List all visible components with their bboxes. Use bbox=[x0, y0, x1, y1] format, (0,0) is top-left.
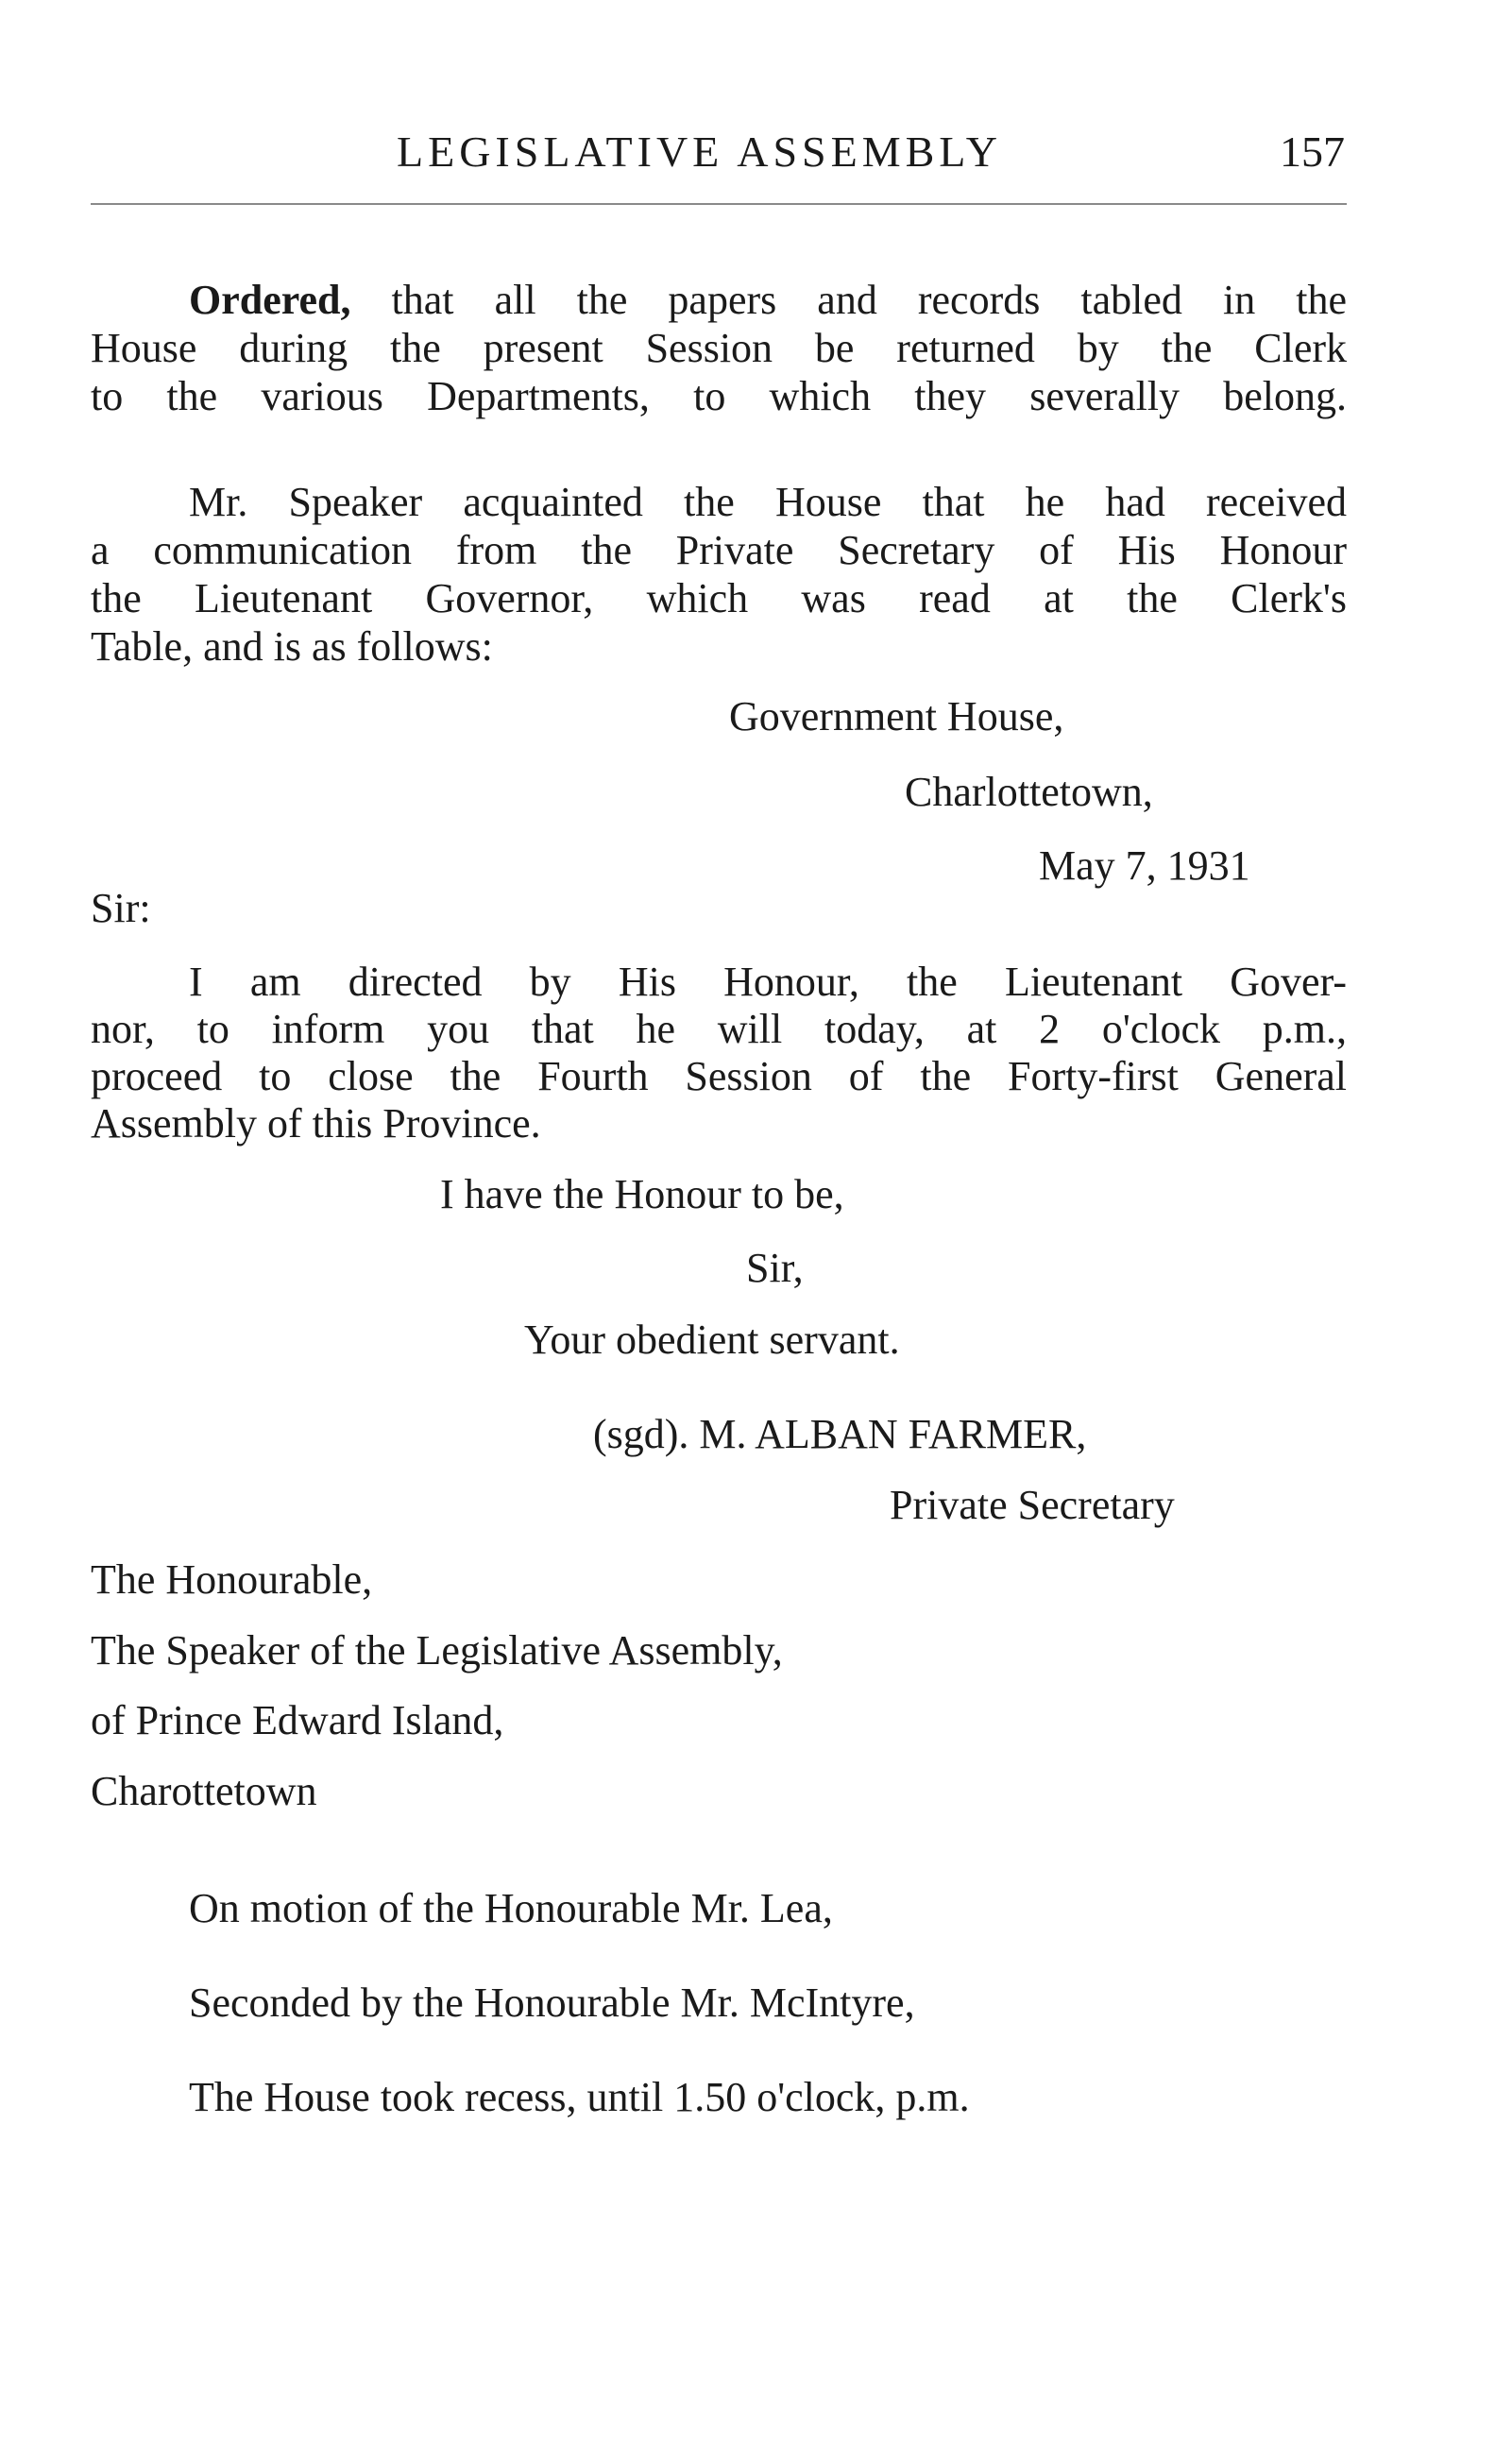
letter-date: May 7, 1931 bbox=[1039, 842, 1250, 889]
paragraph-speaker-line-4: Table, and is as follows: bbox=[91, 623, 493, 670]
letter-signature: (sgd). M. ALBAN FARMER, bbox=[593, 1411, 1087, 1457]
letter-address-line-2: Charlottetown, bbox=[905, 769, 1153, 815]
letter-address-line-1: Government House, bbox=[729, 693, 1064, 739]
letter-recipient-line-2: The Speaker of the Legislative Assembly, bbox=[91, 1627, 783, 1674]
letter-recipient-line-4: Charottetown bbox=[91, 1768, 317, 1814]
motion-line-1: On motion of the Honourable Mr. Lea, bbox=[189, 1885, 833, 1931]
letter-recipient-line-3: of Prince Edward Island, bbox=[91, 1697, 504, 1743]
header-rule bbox=[91, 203, 1347, 205]
letter-body-line-1: I am directed by His Honour, the Lieutenant Gover- bbox=[189, 959, 1347, 1005]
letter-recipient-line-1: The Honourable, bbox=[91, 1556, 373, 1603]
page-number: 157 bbox=[1280, 127, 1345, 176]
motion-line-3: The House took recess, until 1.50 o'clock, p.m. bbox=[189, 2074, 970, 2120]
ordered-lead: Ordered, bbox=[189, 277, 351, 323]
motion-line-2: Seconded by the Honourable Mr. McIntyre, bbox=[189, 1980, 915, 2026]
paragraph-ordered-line-2: House during the present Session be returned by the Clerk bbox=[91, 325, 1347, 371]
paragraph-ordered-line-1 bbox=[189, 277, 1347, 323]
letter-closing-line-2: Sir, bbox=[746, 1245, 804, 1291]
letter-salutation: Sir: bbox=[91, 885, 151, 931]
paragraph-speaker-line-1: Mr. Speaker acquainted the House that he had received bbox=[189, 479, 1347, 525]
paragraph-speaker-line-2: a communication from the Private Secretary of His Honour bbox=[91, 527, 1347, 573]
letter-closing-line-3: Your obedient servant. bbox=[524, 1317, 900, 1363]
letter-body-line-2: nor, to inform you that he will today, at 2 o'clock p.m., bbox=[91, 1006, 1347, 1052]
letter-signature-title: Private Secretary bbox=[890, 1482, 1175, 1528]
paragraph-speaker-line-3: the Lieutenant Governor, which was read at the Clerk's bbox=[91, 575, 1347, 621]
ordered-line-1-rest: that all the papers and records tabled in the bbox=[350, 277, 1347, 323]
letter-closing-line-1: I have the Honour to be, bbox=[440, 1171, 844, 1217]
running-header-title: LEGISLATIVE ASSEMBLY bbox=[397, 127, 1003, 176]
letter-body-line-4: Assembly of this Province. bbox=[91, 1100, 541, 1147]
letter-body-line-3: proceed to close the Fourth Session of the Forty-first General bbox=[91, 1053, 1347, 1099]
paragraph-ordered-line-3: to the various Departments, to which they severally belong. bbox=[91, 373, 1347, 419]
